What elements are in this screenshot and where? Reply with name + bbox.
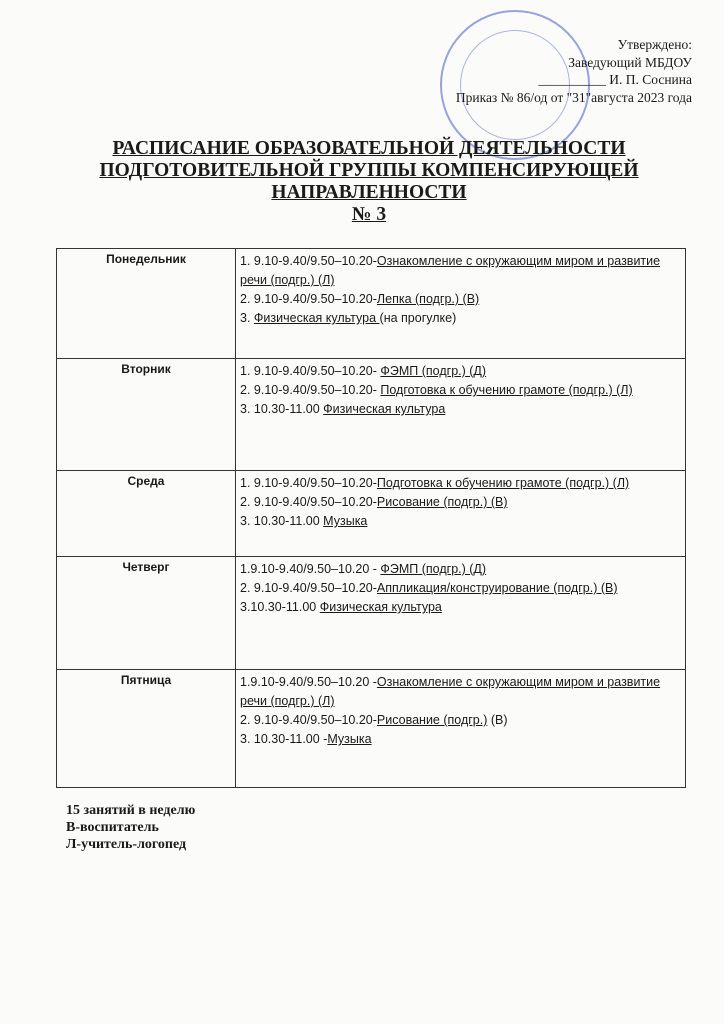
- lesson-item: [240, 309, 681, 328]
- title-line: № 3: [351, 204, 387, 225]
- lesson-subject: Физическая культура: [319, 600, 442, 614]
- schedule-table: [56, 248, 686, 788]
- approval-line: Приказ № 86/од от "31"августа 2023 года: [455, 89, 692, 105]
- lesson-time: 3.: [240, 311, 254, 325]
- lesson-item: [240, 512, 681, 531]
- lesson-time: 2. 9.10-9.40/9.50–10.20-: [240, 292, 377, 306]
- lesson-subject: Ознакомление с окружающим миром и развитие речи (подгр.) (Л): [240, 254, 661, 287]
- lesson-item: [240, 673, 681, 711]
- footer-line: В-воспитатель: [66, 820, 159, 835]
- lesson-subject: Физическая культура: [253, 311, 380, 325]
- approval-line: __________ И. П. Соснина: [538, 72, 692, 87]
- lesson-subject: Подготовка к обучению грамоте (подгр.) (Л): [376, 476, 630, 490]
- lesson-subject: Музыка: [323, 514, 368, 528]
- day-cell: Понедельник: [57, 249, 236, 359]
- lesson-subject: Лепка (подгр.) (В): [376, 292, 480, 306]
- day-cell: Среда: [57, 471, 236, 557]
- lesson-item: [240, 474, 681, 493]
- lessons-cell: [236, 249, 686, 359]
- day-cell: Вторник: [57, 359, 236, 471]
- page-title: [60, 138, 678, 226]
- lesson-subject: Ознакомление с окружающим миром и развитие речи (подгр.) (Л): [240, 675, 661, 708]
- table-row: [57, 557, 686, 670]
- title-line: НАПРАВЛЕННОСТИ: [271, 182, 467, 203]
- lesson-time: 1. 9.10-9.40/9.50–10.20-: [240, 254, 377, 268]
- lesson-item: [240, 560, 681, 579]
- lesson-item: [240, 362, 681, 381]
- table-row: [57, 249, 686, 359]
- lesson-time: 2. 9.10-9.40/9.50–10.20-: [240, 495, 377, 509]
- lesson-item: [240, 493, 681, 512]
- lesson-time: 1.9.10-9.40/9.50–10.20 -: [240, 675, 377, 689]
- lesson-subject: Рисование (подгр.): [376, 713, 488, 727]
- lesson-subject: Подготовка к обучению грамоте (подгр.) (Л): [380, 383, 633, 397]
- lesson-item: [240, 579, 681, 598]
- lesson-note: (на прогулке): [379, 311, 457, 325]
- lesson-item: [240, 711, 681, 730]
- lesson-time: 2. 9.10-9.40/9.50–10.20-: [240, 383, 381, 397]
- approval-line: Утверждено:: [617, 37, 692, 52]
- lesson-item: [240, 400, 681, 419]
- lesson-time: 1.9.10-9.40/9.50–10.20 -: [240, 562, 381, 576]
- approval-line: Заведующий МБДОУ: [568, 54, 692, 70]
- approval-block: [456, 36, 692, 106]
- title-line: РАСПИСАНИЕ ОБРАЗОВАТЕЛЬНОЙ ДЕЯТЕЛЬНОСТИ: [112, 138, 626, 159]
- footer-line: 15 занятий в неделю: [66, 803, 196, 818]
- lesson-note: (В): [487, 713, 508, 727]
- lessons-cell: [236, 471, 686, 557]
- footer-line: Л-учитель-логопед: [66, 837, 187, 852]
- lessons-cell: [236, 670, 686, 788]
- lesson-item: [240, 598, 681, 617]
- lesson-time: 3. 10.30-11.00 -: [240, 732, 328, 746]
- table-row: [57, 670, 686, 788]
- title-line: ПОДГОТОВИТЕЛЬНОЙ ГРУППЫ КОМПЕНСИРУЮЩЕЙ: [99, 160, 639, 181]
- lesson-time: 3. 10.30-11.00: [240, 402, 324, 416]
- day-cell: Четверг: [57, 557, 236, 670]
- lesson-time: 2. 9.10-9.40/9.50–10.20-: [240, 581, 377, 595]
- lesson-subject: Аппликация/конструирование (подгр.) (В): [376, 581, 618, 595]
- lesson-item: [240, 252, 681, 290]
- lesson-time: 1. 9.10-9.40/9.50–10.20-: [240, 476, 377, 490]
- lesson-time: 1. 9.10-9.40/9.50–10.20-: [240, 364, 381, 378]
- lesson-subject: Музыка: [327, 732, 372, 746]
- lessons-cell: [236, 359, 686, 471]
- lesson-item: [240, 290, 681, 309]
- lesson-subject: ФЭМП (подгр.) (Д): [380, 364, 487, 378]
- lesson-time: 2. 9.10-9.40/9.50–10.20-: [240, 713, 377, 727]
- lesson-item: [240, 730, 681, 749]
- lesson-item: [240, 381, 681, 400]
- footer-notes: [66, 802, 195, 853]
- table-row: [57, 359, 686, 471]
- lesson-subject: Физическая культура: [323, 402, 446, 416]
- lesson-subject: ФЭМП (подгр.) (Д): [380, 562, 487, 576]
- lessons-cell: [236, 557, 686, 670]
- lesson-subject: Рисование (подгр.) (В): [376, 495, 508, 509]
- table-row: [57, 471, 686, 557]
- day-cell: Пятница: [57, 670, 236, 788]
- lesson-time: 3. 10.30-11.00: [240, 514, 324, 528]
- lesson-time: 3.10.30-11.00: [240, 600, 320, 614]
